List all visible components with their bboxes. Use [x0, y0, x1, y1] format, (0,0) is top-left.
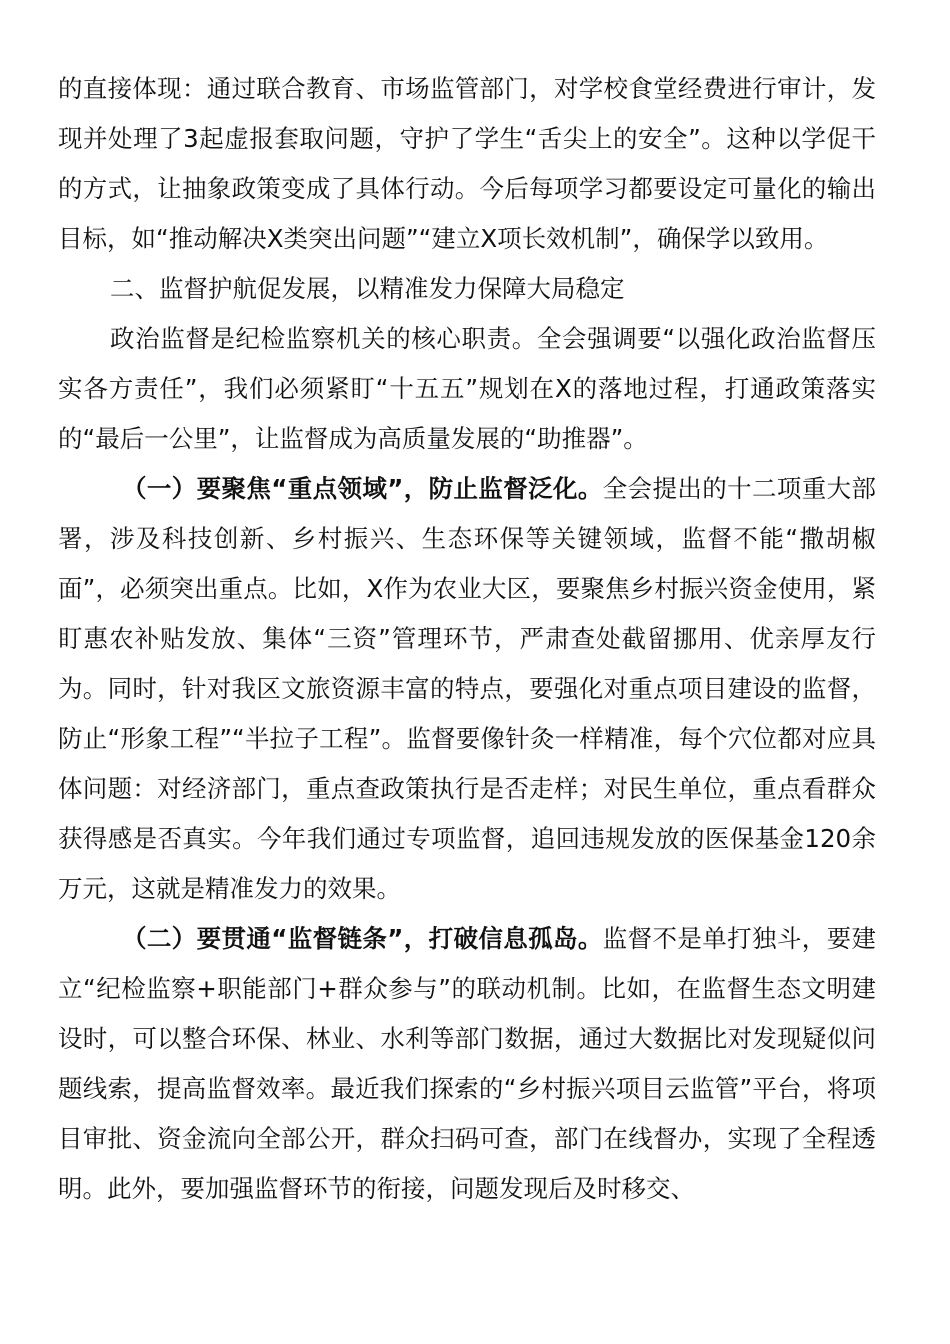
- section-heading: [58, 264, 876, 314]
- paragraph-text: 监督不是单打独斗，要建立“纪检监察+职能部门+群众参与”的联动机制。比如，在监督生态文明建设时，可以整合环保、林业、水利等部门数据，通过大数据比对发现疑似问题线索，提高监督效率。最近我们探索的“乡村振兴项目云监管”平台，将项目审批、资金流向全部公开，群众扫码可查，部门在线督办，实现了全程透明。此外，要加强监督环节的衔接，问题发现后及时移交、: [58, 924, 876, 1203]
- paragraph-supervision-chain: [58, 914, 876, 1214]
- paragraph-text: 全会提出的十二项重大部署，涉及科技创新、乡村振兴、生态环保等关键领域，监督不能“撒胡椒面”，必须突出重点。比如，X作为农业大区，要聚焦乡村振兴资金使用，紧盯惠农补贴发放、集体“三资”管理环节，严肃查处截留挪用、优亲厚友行为。同时，针对我区文旅资源丰富的特点，要强化对重点项目建设的监督，防止“形象工程”“半拉子工程”。监督要像针灸一样精准，每个穴位都对应具体问题：对经济部门，重点查政策执行是否走样；对民生单位，重点看群众获得感是否真实。今年我们通过专项监督，追回违规发放的医保基金120余万元，这就是精准发力的效果。: [58, 474, 876, 903]
- subheading-lead: （一）要聚焦“重点领域”，防止监督泛化。: [122, 474, 603, 503]
- paragraph-text: 的直接体现：通过联合教育、市场监管部门，对学校食堂经费进行审计，发现并处理了3起虚报套取问题，守护了学生“舌尖上的安全”。这种以学促干的方式，让抽象政策变成了具体行动。今后每项学习都要设定可量化的输出目标，如“推动解决X类突出问题”“建立X项长效机制”，确保学以致用。: [58, 74, 876, 253]
- paragraph-focus-key-areas: [58, 464, 876, 914]
- paragraph-intro: [58, 64, 876, 264]
- paragraph-political-supervision: [58, 314, 876, 464]
- paragraph-text: 政治监督是纪检监察机关的核心职责。全会强调要“以强化政治监督压实各方责任”，我们必须紧盯“十五五”规划在X的落地过程，打通政策落实的“最后一公里”，让监督成为高质量发展的“助推器”。: [58, 324, 876, 453]
- subheading-lead: （二）要贯通“监督链条”，打破信息孤岛。: [122, 924, 603, 953]
- section-heading-text: 二、监督护航促发展，以精准发力保障大局稳定: [110, 274, 625, 303]
- document-page: [58, 64, 876, 1214]
